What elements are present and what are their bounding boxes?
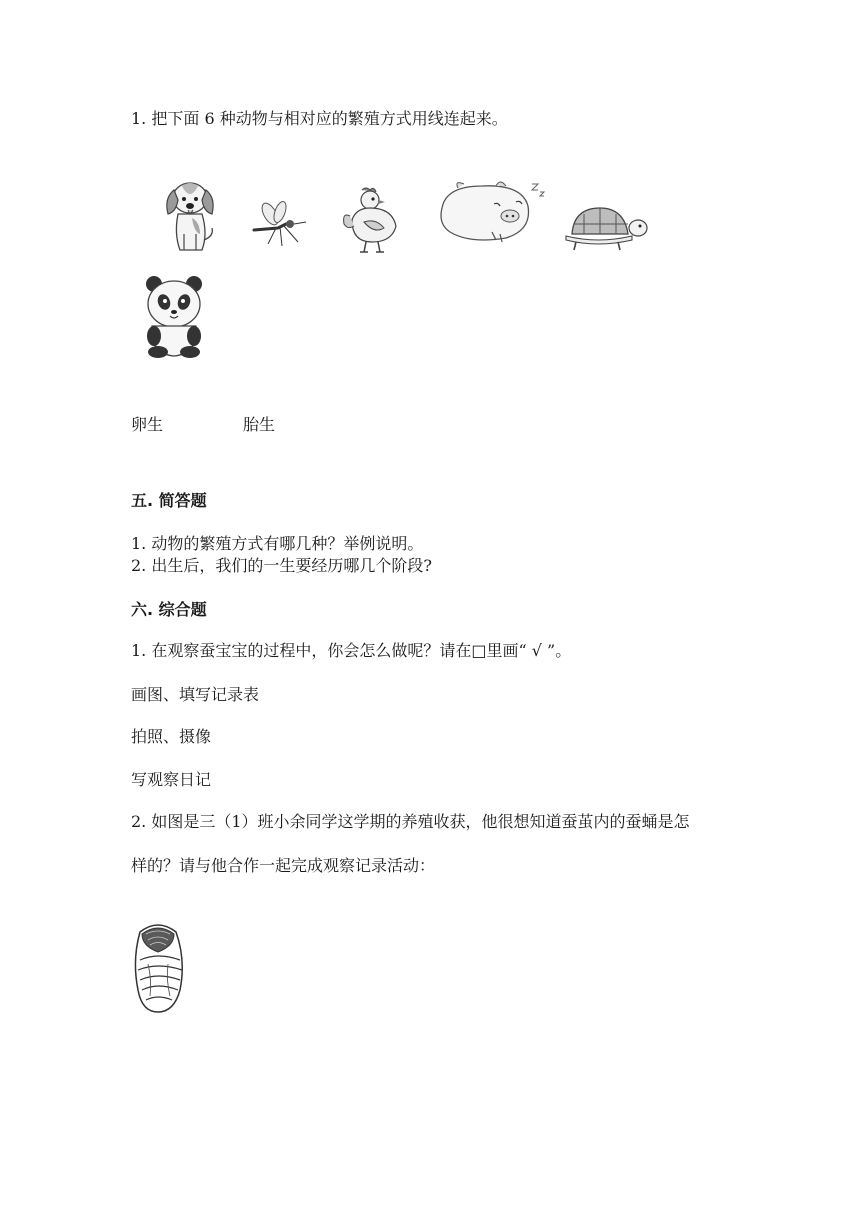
panda-icon	[140, 274, 208, 360]
question-reproduction-methods: 1. 动物的繁殖方式有哪几种？举例说明。	[131, 534, 424, 553]
dog-icon	[160, 178, 222, 256]
section-heading-short-answer: 五. 简答题	[131, 491, 207, 510]
choice-photo-video: 拍照、摄像	[131, 727, 212, 746]
option-viviparous: 胎生	[243, 415, 276, 434]
question-pupa-line2: 样的？请与他合作一起完成观察记录活动：	[131, 856, 436, 875]
question-connect-animals: 1. 把下面 6 种动物与相对应的繁殖方式用线连起来。	[131, 109, 508, 128]
question-observe-silkworm: 1. 在观察蚕宝宝的过程中，你会怎么做呢？请在□里画“ √ ”。	[131, 641, 572, 660]
mosquito-icon	[248, 200, 310, 250]
silkworm-pupa-icon	[128, 920, 190, 1014]
choice-drawing-record: 画图、填写记录表	[131, 685, 260, 704]
section-heading-comprehensive: 六. 综合题	[131, 600, 207, 619]
question-life-stages: 2. 出生后，我们的一生要经历哪几个阶段?	[131, 556, 432, 575]
chicken-icon	[340, 186, 404, 256]
choice-observation-diary: 写观察日记	[131, 770, 212, 789]
turtle-icon	[562, 200, 648, 252]
pig-icon	[436, 178, 548, 248]
question-pupa-line1: 2. 如图是三（1）班小余同学这学期的养殖收获，他很想知道蚕茧内的蚕蛹是怎	[131, 812, 690, 831]
option-oviparous: 卵生	[131, 415, 164, 434]
